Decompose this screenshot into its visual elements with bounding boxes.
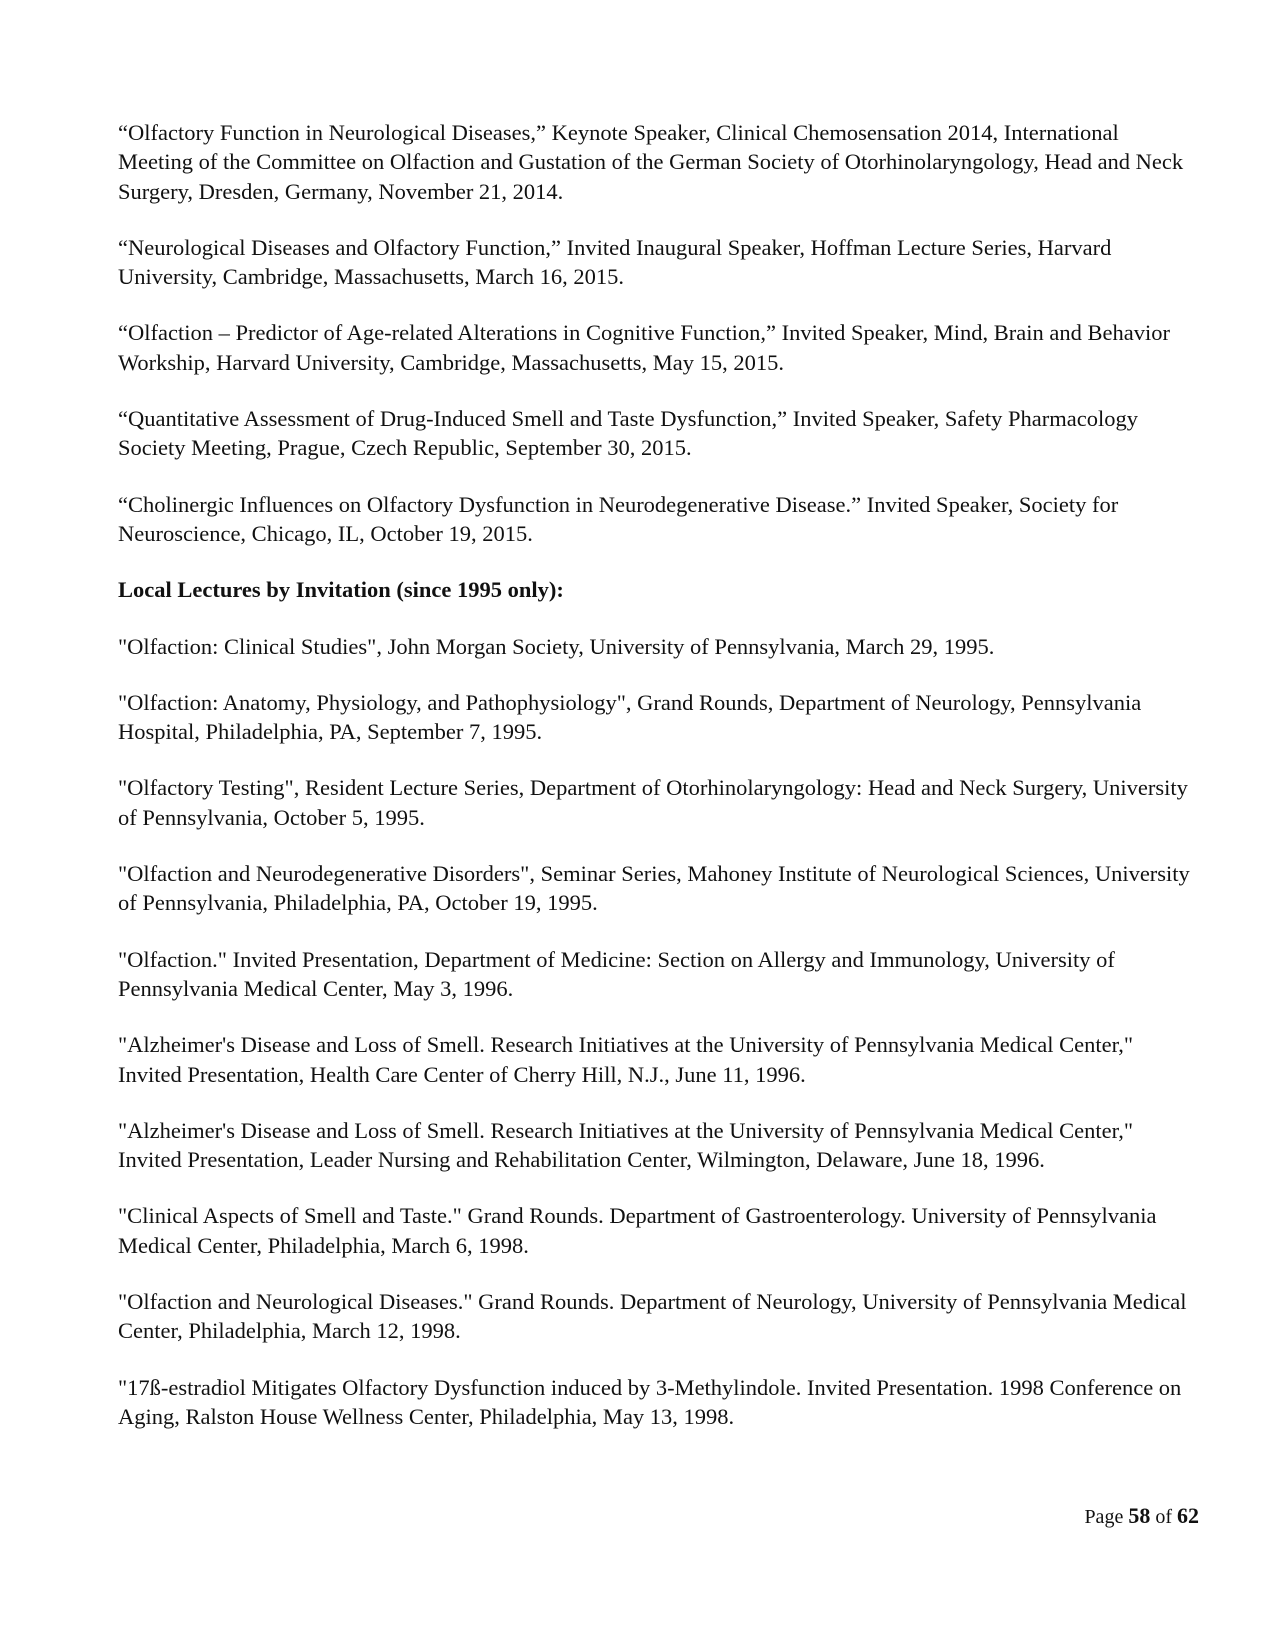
section-heading: Local Lectures by Invitation (since 1995 only):	[118, 577, 564, 603]
local-lecture-entry: "Olfaction." Invited Presentation, Department of Medicine: Section on Allergy and Immunology, University of Pennsylvania Medical Center, May 3, 1996.	[118, 946, 1115, 1001]
lecture-entry: “Olfactory Function in Neurological Diseases,” Keynote Speaker, Clinical Chemosensation 2014, International Meeting of the Committee on Olfaction and Gustation of the German Society of Otorhinolaryngology, Head and Neck Surgery, Dresden, Germany, November 21, 2014.	[118, 120, 1184, 204]
local-lecture-entry: "Clinical Aspects of Smell and Taste." Grand Rounds. Department of Gastroenterology. University of Pennsylvania Medical Center, Philadelphia, March 6, 1998.	[118, 1203, 1157, 1258]
lecture-entry: “Quantitative Assessment of Drug-Induced Smell and Taste Dysfunction,” Invited Speaker, Safety Pharmacology Society Meeting, Prague, Czech Republic, September 30, 2015.	[118, 406, 1138, 461]
local-lecture-entry: "Alzheimer's Disease and Loss of Smell. Research Initiatives at the University of Pennsylvania Medical Center," Invited Presentation, Leader Nursing and Rehabilitation Center, Wilmington, Delaware, June 18, 1996.	[118, 1117, 1134, 1173]
lecture-entry: “Olfaction – Predictor of Age-related Alterations in Cognitive Function,” Invited Speaker, Mind, Brain and Behavior Workship, Harvard University, Cambridge, Massachusetts, May 15, 2015.	[118, 320, 1170, 375]
lecture-entry: “Cholinergic Influences on Olfactory Dysfunction in Neurodegenerative Disease.” Invited Speaker, Society for Neuroscience, Chicago, IL, October 19, 2015.	[118, 491, 1119, 546]
total-pages: 62	[1177, 1503, 1199, 1528]
local-lecture-entry: "Alzheimer's Disease and Loss of Smell. Research Initiatives at the University of Pennsylvania Medical Center," Invited Presentation, Health Care Center of Cherry Hill, N.J., June 11, 1996.	[118, 1032, 1134, 1087]
page-word: Page	[1084, 1506, 1124, 1528]
page-footer	[1084, 1504, 1199, 1529]
document-page	[118, 118, 1198, 1458]
local-lecture-entry: "17ß-estradiol Mitigates Olfactory Dysfunction induced by 3-Methylindole. Invited Presentation. 1998 Conference on Aging, Ralston House Wellness Center, Philadelphia, May 13, 1998.	[118, 1374, 1182, 1429]
page-number: 58	[1128, 1503, 1151, 1528]
local-lecture-entry: "Olfaction: Anatomy, Physiology, and Pathophysiology", Grand Rounds, Department of Neurology, Pennsylvania Hospital, Philadelphia, PA, September 7, 1995.	[118, 689, 1142, 745]
lecture-entry: “Neurological Diseases and Olfactory Function,” Invited Inaugural Speaker, Hoffman Lecture Series, Harvard University, Cambridge, Massachusetts, March 16, 2015.	[118, 234, 1112, 290]
of-word: of	[1155, 1506, 1172, 1528]
local-lecture-entry: "Olfactory Testing", Resident Lecture Series, Department of Otorhinolaryngology: Head and Neck Surgery, University of Pennsylvania, October 5, 1995.	[118, 775, 1188, 830]
local-lecture-entry: "Olfaction: Clinical Studies", John Morgan Society, University of Pennsylvania, March 29, 1995.	[118, 633, 995, 659]
local-lecture-entry: "Olfaction and Neurological Diseases." Grand Rounds. Department of Neurology, University of Pennsylvania Medical Center, Philadelphia, March 12, 1998.	[118, 1289, 1187, 1344]
local-lecture-entry: "Olfaction and Neurodegenerative Disorders", Seminar Series, Mahoney Institute of Neurological Sciences, University of Pennsylvania, Philadelphia, PA, October 19, 1995.	[118, 861, 1190, 916]
